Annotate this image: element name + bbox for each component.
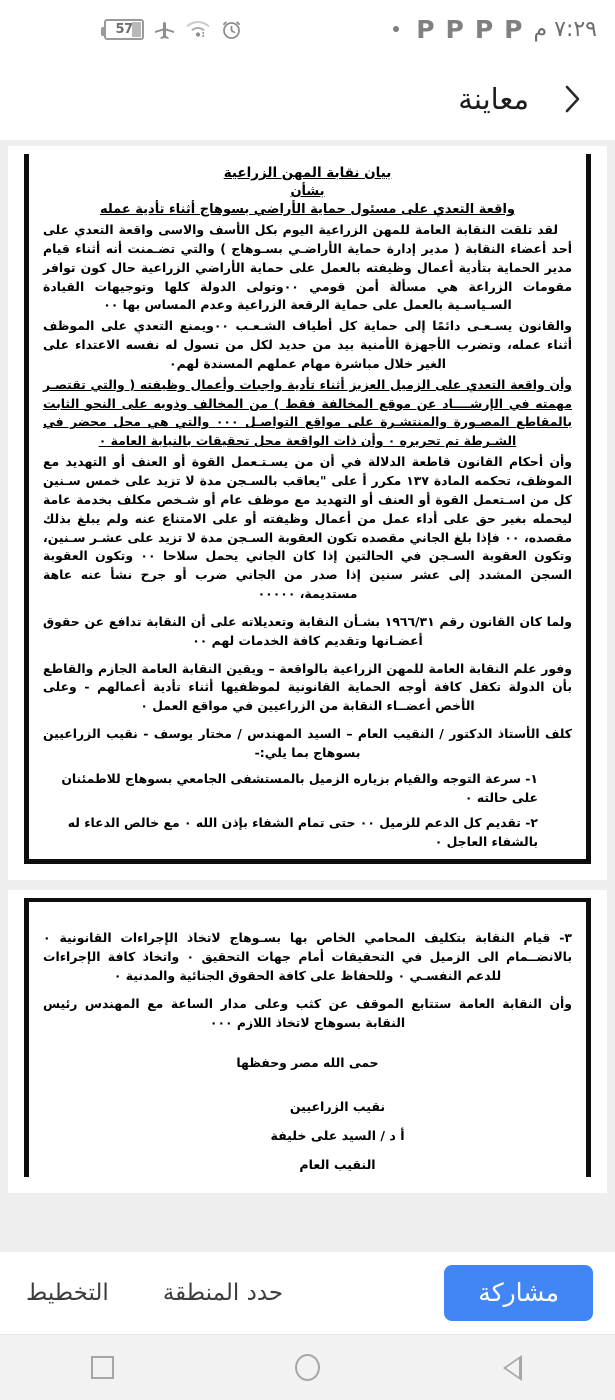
doc-signature-inner bbox=[270, 1099, 404, 1172]
battery-level-text: 57 bbox=[115, 21, 133, 37]
share-button[interactable]: مشاركة bbox=[444, 1265, 593, 1320]
page-title: معاينة bbox=[458, 82, 529, 116]
wifi-icon bbox=[186, 17, 210, 41]
nav-recents-button[interactable] bbox=[68, 1343, 138, 1393]
notification-p-icon-4: P bbox=[504, 14, 523, 44]
status-bar-right-icons bbox=[393, 14, 597, 44]
doc-signature-line: أ د / السيد على خليفة bbox=[270, 1128, 405, 1144]
doc-paragraph: والقانون يسـعـى دائمًا إلى حماية كل أطياف الشـعـب ٠٠ويمنع التعدي على الموظف أثناء عمله، وتضرب الأجهزة الأمنية بيد من حديد لكل من تسول له نفسه الاعتداء على الغير خلال مباشرة مهام عملهم المسندة لهم٠ bbox=[43, 318, 572, 371]
notification-dot-icon bbox=[393, 26, 399, 32]
layout-button[interactable]: التخطيط bbox=[26, 1280, 109, 1306]
document-body-1 bbox=[43, 165, 572, 852]
android-nav-bar bbox=[0, 1334, 615, 1400]
doc-signature-block bbox=[43, 1099, 572, 1172]
doc-paragraph: وأن النقابة العامة ستتابع الموقف عن كثب وعلى مدار الساعة مع المهندس رئيس النقابة بسوهاج لاتخاذ اللازم ٠٠٠ bbox=[43, 995, 572, 1030]
document-body-2 bbox=[43, 929, 572, 1172]
bottom-toolbar bbox=[0, 1252, 615, 1334]
airplane-mode-icon bbox=[153, 17, 177, 41]
doc-paragraph: كلف الأستاذ الدكتور / النقيب العام – السيد المهندس / مختار يوسف - نقيب الزراعيين بسوهاج بما يلي:- bbox=[43, 726, 572, 760]
app-header bbox=[0, 58, 615, 140]
battery-icon bbox=[104, 19, 144, 40]
doc-paragraph: وأن أحكام القانون قاطعة الدلالة في أن من يسـتـعمل القوة أو العنف أو التهديد مع الموظف، تحكمه المادة ١٣٧ مكرر أ على "يعاقب بالسـجن مدة لا تزيد على خمس سـنين كل من اسـتعمل القوة أو العنف أو التهديد مع موظف عام أو شـخص مكلف بخدمة عامة ليحمله بغير حق على أداء عمل من أعمال وظيفته أو على الامتناع عنه ولم يبلغ بذلك مقصده، ٠٠ فإذا بلغ الجاني مقصده تكون العقوبة السـجن مدة لا تزيد على عشـر سـنين، وتكون العقوبة السـجن في الحالتين إذا كان الجاني يحمل سلاحا ٠٠ وتكون العقوبة السجن المشدد إلى عشر سنين إذا صدر من الجاني ضرب أو جرح نشأ عنه عاهة مستديمة، ٠٠٠٠٠ bbox=[43, 454, 572, 602]
status-bar-clock: ٧:٢٩ م bbox=[533, 16, 597, 42]
nav-back-button[interactable] bbox=[478, 1343, 548, 1393]
doc-list-item: ١- سرعة التوجه والقيام بزياره الزميل بالمستشفى الجامعي بسوهاج للاطمئنان على حالته ٠ bbox=[61, 770, 538, 805]
alarm-clock-icon bbox=[219, 17, 244, 42]
battery-fill bbox=[132, 22, 141, 37]
status-bar-left-icons bbox=[22, 17, 244, 42]
doc-paragraph: ولما كان القانون رقم ١٩٦٦/٣١ بشـأن النقابة وتعديلاته على أن النقابة تدافع عن حقوق أعضـانها وتقديم كافة الخدمات لهم ٠٠ bbox=[43, 613, 572, 648]
scan-border-frame-1 bbox=[24, 154, 591, 864]
doc-paragraph: وفور علم النقابة العامة للمهن الزراعية بالواقعة – ويقين النقابة العامة الجازم والقاطع بأن الدولة تكفل كافة أوجه الحماية القانونية لموظفيها أثناء تأدية أعمالهم - وعلى الأخص أعضــاء النقابة من الزراعيين في مواقع العمل ٠ bbox=[43, 660, 572, 714]
doc-heading-3: واقعة التعدي على مسئول حماية الأراضي بسوهاج أثناء تأدية عمله bbox=[99, 202, 516, 217]
notification-p-icon-3: P bbox=[474, 14, 494, 44]
doc-paragraph-underlined: وأن واقعة التعدي على الزميل العزيز أثناء تأدية واجبات وأعمال وظيفته ( والتي تقتصـر مهمته في الإرشــــاد عن موقع المخالفة فقط ) من المخالف وذويه على النحو الثابت بالمقاطع المصـورة والمنتشـرة على مواقع التواصـل ٠٠٠ والتي هي محل محضر في الشـرطة تم تحريره ٠ وأن ذات الواقعة محل تحقيقات بالنيابة العامة ٠ bbox=[43, 376, 572, 449]
doc-closing-line: حمى الله مصر وحفظها bbox=[236, 1055, 379, 1071]
notification-p-icon-2: P bbox=[445, 14, 464, 44]
doc-paragraph: لقد تلقت النقابة العامة للمهن الزراعية اليوم بكل الأسف والاسى واقعة التعدي على أحد أعضاء النقابة ( مدير إدارة حماية الأراضـي بسـوهاج ) والتي تضـمنت أنه أثناء قيام مدير الحماية بتأدية أعمال وظيفته بالعمل على حماية الأراضي الزراعية حال كون توافر مقومات الزراعة هي مسألة أمن قومي ٠٠وتولى الدولة كلها وتوجيهات القيادة السـياسـية بالعمل على حماية الرقعة الزراعية وعدم المساس بها ٠٠ bbox=[43, 222, 572, 313]
select-area-button[interactable]: حدد المنطقة bbox=[162, 1280, 284, 1306]
doc-title: بيان نقابة المهن الزراعية bbox=[223, 165, 392, 181]
notification-p-icon-1: P bbox=[416, 14, 435, 44]
square-icon bbox=[91, 1356, 114, 1379]
scan-border-frame-2 bbox=[24, 898, 591, 1177]
doc-signature-line: النقيب العام bbox=[299, 1157, 376, 1173]
nav-home-button[interactable] bbox=[273, 1343, 343, 1393]
doc-signature-line: نقيب الزراعيين bbox=[289, 1099, 386, 1115]
document-preview-scroll[interactable] bbox=[0, 140, 615, 1252]
status-bar bbox=[0, 0, 615, 58]
circle-icon bbox=[295, 1354, 320, 1381]
triangle-left-icon bbox=[503, 1355, 522, 1381]
back-button[interactable] bbox=[555, 79, 589, 119]
doc-list-item: ٢- تقديم كل الدعم للزميل ٠٠ حتى تمام الشفاء بإذن الله ٠ مع خالص الدعاء له بالشفاء العاجل ٠ bbox=[67, 815, 538, 850]
doc-subtitle: بشأن bbox=[290, 184, 325, 199]
document-page-1[interactable] bbox=[8, 146, 607, 880]
doc-list-item: ٣- قيام النقابة بتكليف المحامي الخاص بها بسـوهاج لاتخاذ الإجراءات القانونية ٠ بالانضــمام الى الزميل في التحقيقات أمام جهات التحقيق ٠ واتخاذ كافة الإجراءات للدعم النفسـي ٠ وللحفاظ على كافة الحقوق الجنائية والمدنية ٠ bbox=[43, 930, 572, 983]
chevron-right-icon bbox=[559, 82, 585, 116]
document-page-2[interactable] bbox=[8, 890, 607, 1193]
